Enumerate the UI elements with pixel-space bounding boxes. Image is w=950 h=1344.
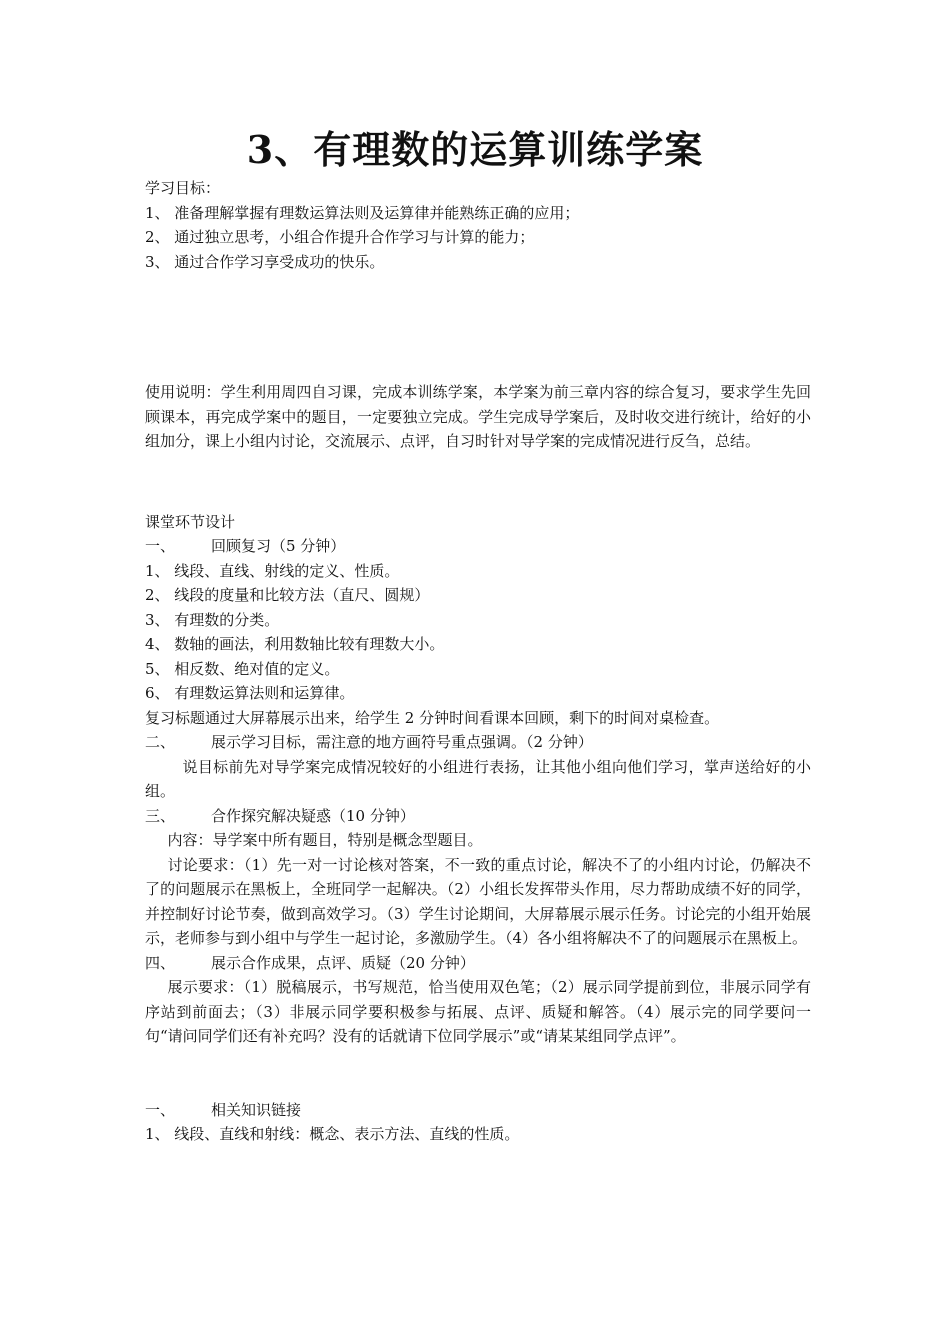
step-number: 一、 (145, 1100, 176, 1119)
review-item: 6、 有理数运算法则和运算律。 (145, 684, 355, 702)
document-body (145, 176, 811, 1147)
step3-requirements: 讨论要求：（1）先一对一讨论核对答案，不一致的重点讨论，解决不了的小组内讨论，仍解决不了的问题展示在黑板上，全班同学一起解决。（2）小组长发挥带头作用，尽力帮助成绩不好的同学，并控制好讨论节奏，做到高效学习。（3）学生讨论期间，大屏幕展示展示任务。讨论完的小组开始展示，老师参与到小组中与学生一起讨论，多激励学生。（4）各小组将解决不了的问题展示在黑板上。 (145, 855, 811, 947)
review-item: 5、 相反数、绝对值的定义。 (145, 659, 340, 678)
step-number: 二、 (145, 733, 176, 751)
document-title: 3、有理数的运算训练学案 (246, 127, 704, 172)
spacer (145, 454, 811, 510)
knowledge-heading (145, 1098, 811, 1123)
step-title: 合作探究解决疑惑（10 分钟） (211, 806, 415, 825)
step-number: 一、 (145, 537, 176, 555)
step-title: 展示学习目标，需注意的地方画符号重点强调。（2 分钟） (211, 733, 593, 751)
review-item: 3、 有理数的分类。 (145, 610, 280, 629)
design-heading: 课堂环节设计 (145, 512, 236, 531)
objective-item: 1、 准备理解掌握有理数运算法则及运算律并能熟练正确的应用； (145, 203, 580, 222)
objective-item: 2、 通过独立思考，小组合作提升合作学习与计算的能力； (145, 228, 535, 246)
knowledge-item: 1、 线段、直线和射线：概念、表示方法、直线的性质。 (145, 1125, 520, 1143)
spacer (145, 1049, 811, 1098)
step-number: 三、 (145, 806, 176, 825)
step-title: 回顾复习（5 分钟） (211, 537, 346, 555)
review-item: 1、 线段、直线、射线的定义、性质。 (145, 561, 400, 580)
step-number: 四、 (145, 953, 176, 972)
step-title: 展示合作成果，点评、质疑（20 分钟） (211, 953, 475, 972)
step3-content: 内容：导学案中所有题目，特别是概念型题目。 (167, 831, 483, 849)
review-item: 4、 数轴的画法，利用数轴比较有理数大小。 (145, 635, 445, 653)
spacer (145, 274, 811, 380)
step-heading-2 (145, 730, 811, 755)
review-item: 2、 线段的度量和比较方法（直尺、圆规） (145, 586, 430, 604)
objective-item: 3、 通过合作学习享受成功的快乐。 (145, 252, 385, 271)
step-heading-3 (145, 804, 811, 829)
step-heading-4 (145, 951, 811, 976)
step-title: 相关知识链接 (211, 1100, 302, 1119)
step4-requirements: 展示要求：（1）脱稿展示，书写规范，恰当使用双色笔；（2）展示同学提前到位，非展示同学有序站到前面去；（3）非展示同学要积极参与拓展、点评、质疑和解答。（4）展示完的同学要问一句“请问同学们还有补充吗？没有的话就请下位同学展示”或“请某某组同学点评”。 (145, 978, 811, 1045)
step-heading-1 (145, 534, 811, 559)
usage-paragraph: 使用说明：学生利用周四自习课，完成本训练学案，本学案为前三章内容的综合复习，要求学生先回顾课本，再完成学案中的题目，一定要独立完成。学生完成导学案后，及时收交进行统计，给好的小组加分，课上小组内讨论，交流展示、点评，自习时针对导学案的完成情况进行反刍，总结。 (145, 383, 811, 450)
step2-note: 说目标前先对导学案完成情况较好的小组进行表扬，让其他小组向他们学习，掌声送给好的小组。 (145, 757, 811, 800)
review-note: 复习标题通过大屏幕展示出来，给学生 2 分钟时间看课本回顾，剩下的时间对桌检查。 (145, 708, 720, 727)
objectives-heading: 学习目标： (145, 179, 221, 197)
